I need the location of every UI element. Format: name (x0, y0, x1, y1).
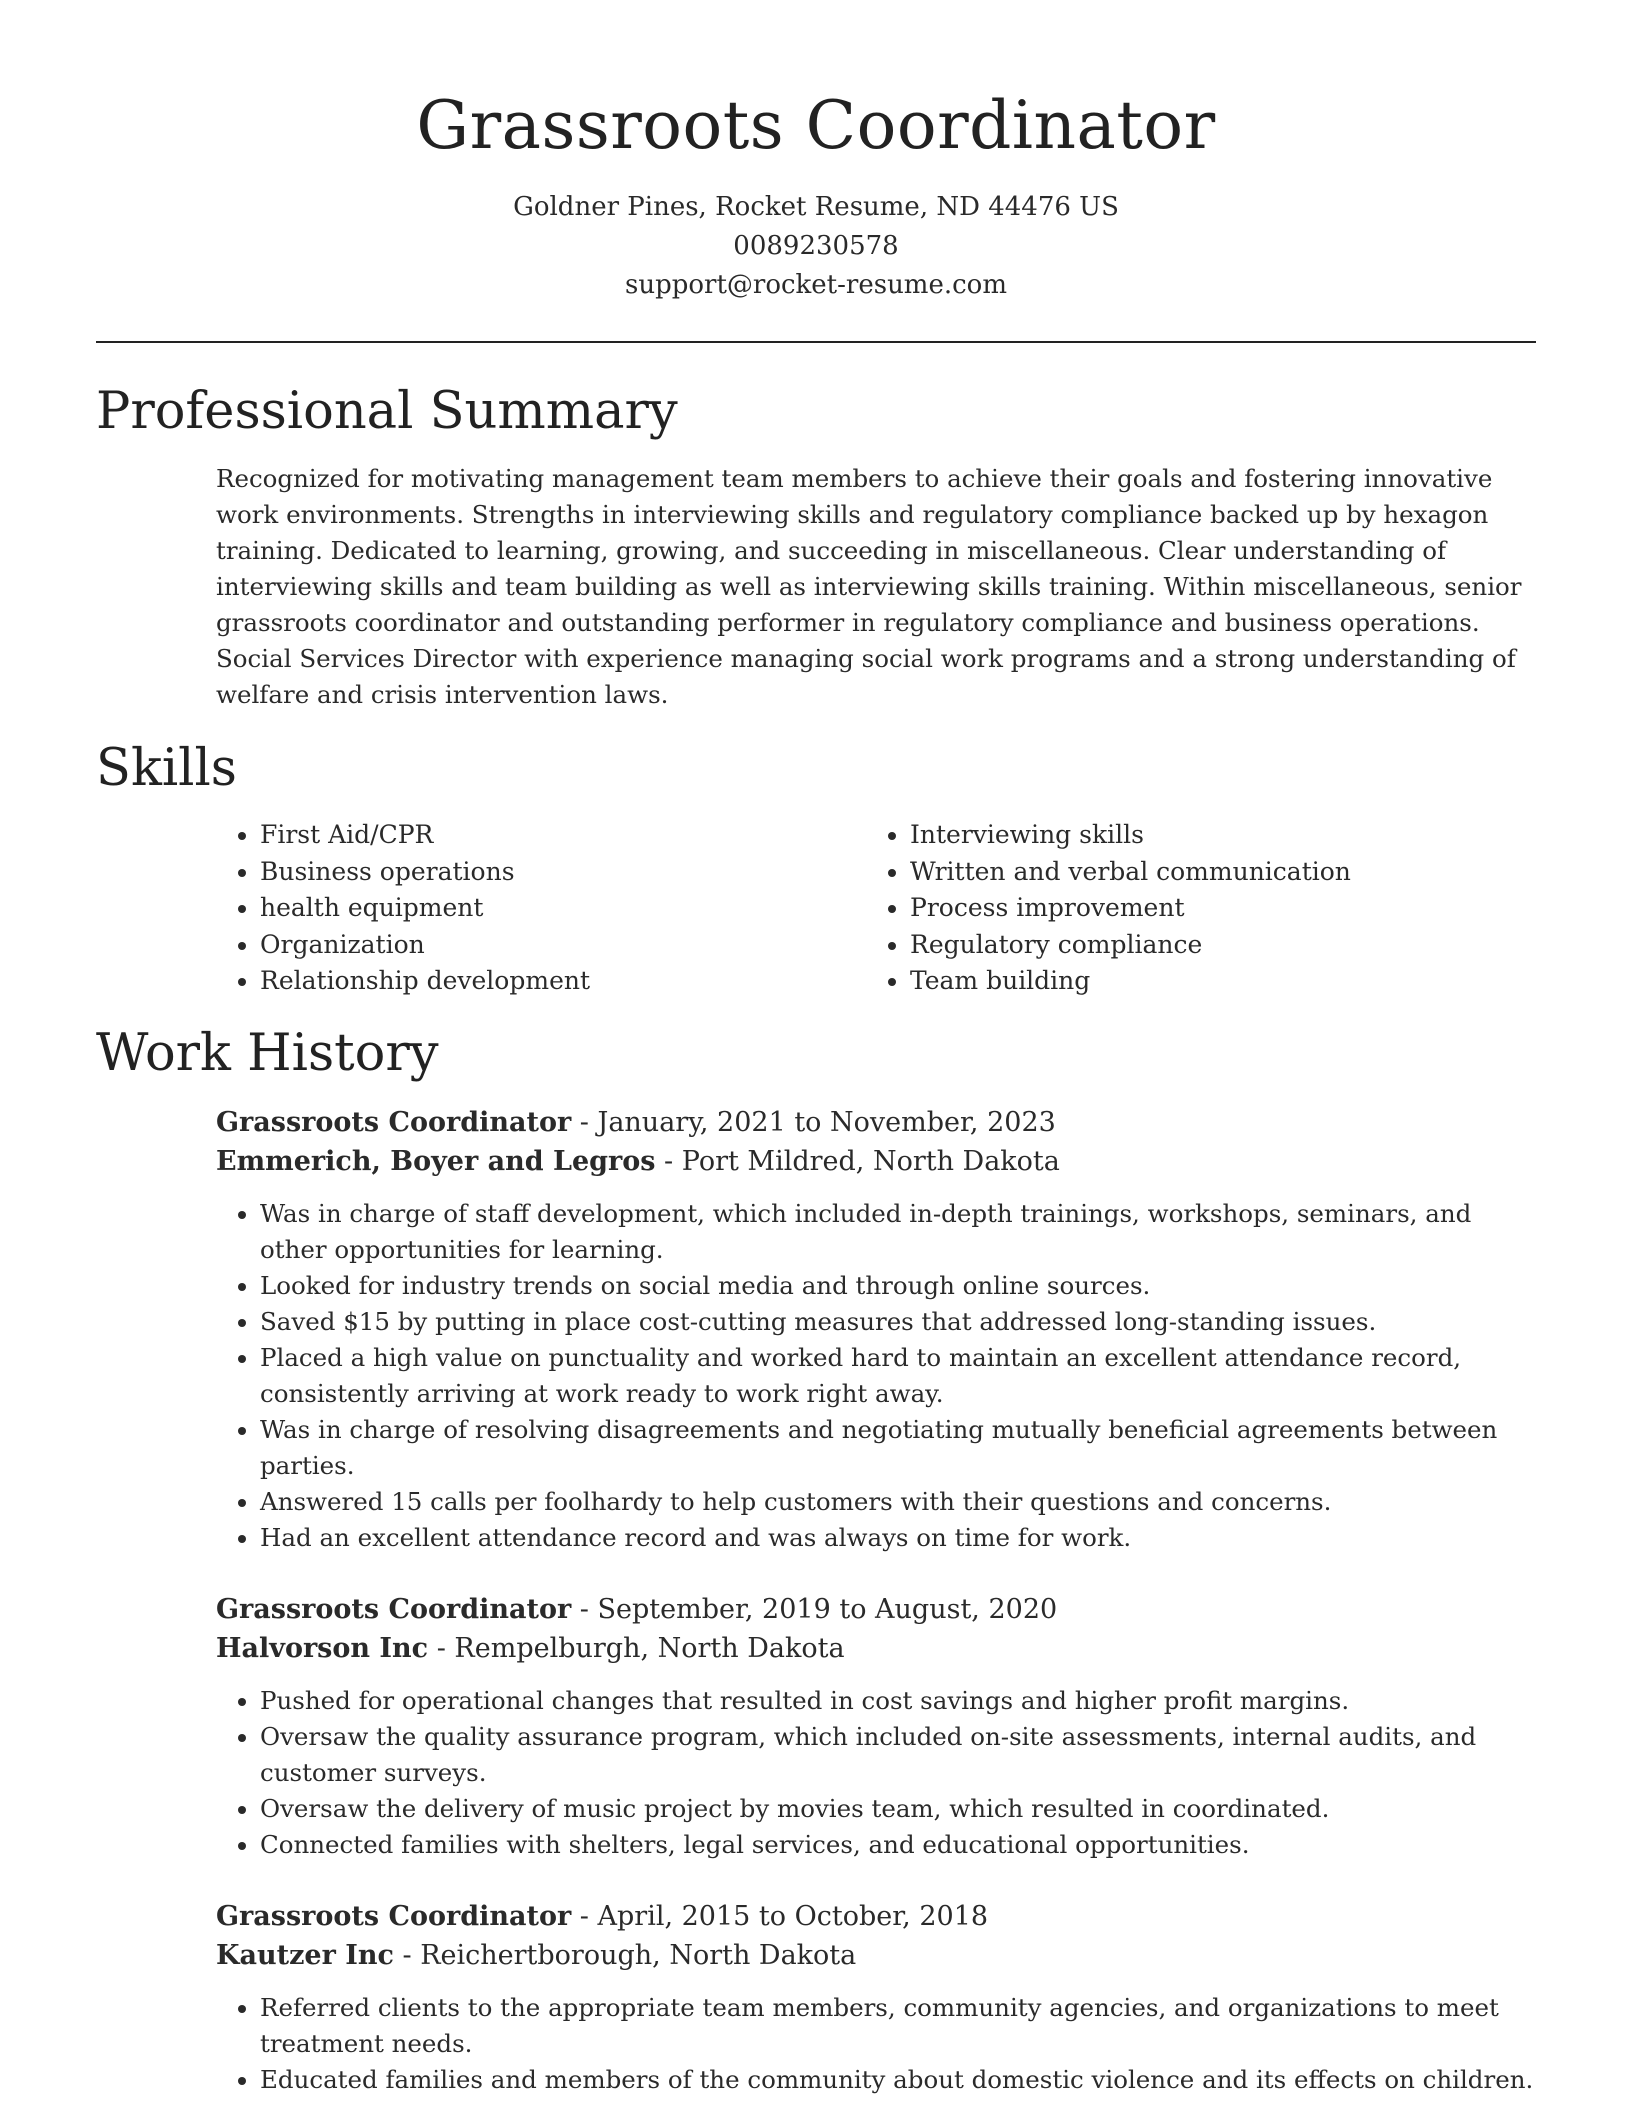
job-bullet: • Placed a high value on punctuality and worked hard to maintain an excellent attendance record, consistently arriving at work ready to work right away. (260, 1340, 1536, 1412)
summary-heading: Professional Summary (96, 382, 678, 441)
job-bullets (216, 1196, 1536, 1556)
skill-item: • First Aid/CPR (260, 817, 866, 854)
job-location: Reichertborough, North Dakota (420, 1939, 857, 1971)
job-bullet: • Referred clients to the appropriate team members, community agencies, and organizations to meet treatment needs. (260, 1990, 1536, 2062)
job-separator: - (655, 1145, 682, 1177)
job-separator: - (571, 1107, 598, 1138)
address-text: Goldner Pines, Rocket Resume, ND 44476 US (513, 192, 1119, 222)
job-company-line (216, 1630, 1536, 1669)
job-dates: January, 2021 to November, 2023 (597, 1107, 1056, 1138)
skill-item: • Team building (910, 963, 1516, 1000)
skill-item: • Relationship development (260, 963, 866, 1000)
job-bullet: • Was in charge of staff development, which included in-depth trainings, workshops, seminars, and other opportunities for learning. (260, 1196, 1536, 1268)
skills-heading: Skills (96, 739, 237, 798)
skill-item: • Business operations (260, 854, 866, 891)
work-history-heading: Work History (96, 1024, 439, 1083)
job-role: Grassroots Coordinator (216, 1107, 572, 1138)
job-company: Kautzer Inc (216, 1939, 394, 1971)
job-bullet: • Connected families with shelters, legal services, and educational opportunities. (260, 1827, 1536, 1863)
job-bullet: • Was in charge of resolving disagreements and negotiating mutually beneficial agreements between parties. (260, 1412, 1536, 1484)
job-title-line (216, 1591, 1536, 1630)
skill-item: • Organization (260, 927, 866, 964)
job-separator: - (393, 1939, 421, 1971)
job-bullet: • Pushed for operational changes that resulted in cost savings and higher profit margins. (260, 1683, 1536, 1719)
job-company: Emmerich, Boyer and Legros (216, 1145, 656, 1177)
job-location: Rempelburgh, North Dakota (454, 1632, 845, 1664)
job-dates: April, 2015 to October, 2018 (597, 1901, 989, 1932)
skills-column-left (216, 817, 866, 1000)
job-bullet: • Answered 15 calls per foolhardy to help customers with their questions and concerns. (260, 1484, 1536, 1520)
candidate-name: Grassroots Coordinator (416, 87, 1216, 164)
job-separator: - (571, 1594, 598, 1625)
skill-item: • health equipment (260, 890, 866, 927)
job-bullet: • Had an excellent attendance record and was always on time for work. (260, 1520, 1536, 1556)
contact-block (0, 188, 1632, 305)
resume-header (0, 0, 1632, 305)
job-title-line (216, 1104, 1536, 1143)
job-entry (216, 1104, 1536, 1556)
job-bullet: • Oversaw the quality assurance program, which included on-site assessments, internal audits, and customer surveys. (260, 1719, 1536, 1791)
skills-column-right (866, 817, 1516, 1000)
header-divider (96, 341, 1536, 343)
job-bullet: • Saved $15 by putting in place cost-cutting measures that addressed long-standing issues. (260, 1304, 1536, 1340)
job-bullets (216, 1990, 1536, 2098)
job-role: Grassroots Coordinator (216, 1901, 572, 1932)
skill-item: • Process improvement (910, 890, 1516, 927)
job-role: Grassroots Coordinator (216, 1594, 572, 1625)
summary-text: Recognized for motivating management team members to achieve their goals and fostering innovative work environments. Strengths in interviewing skills and regulatory compliance backed up by hexagon training. Dedicated to learning, growing, and succeeding in miscellaneous. Clear understanding of interviewing skills and team building as well as interviewing skills training. Within miscellaneous, senior grassroots coordinator and outstanding performer in regulatory compliance and business operations. Social Services Director with experience managing social work programs and a strong understanding of welfare and crisis intervention laws. (216, 464, 1522, 709)
email-text: support@rocket-resume.com (624, 270, 1007, 300)
job-bullet: • Educated families and members of the community about domestic violence and its effects on children. (260, 2062, 1536, 2098)
job-entry (216, 1898, 1536, 2098)
skill-item: • Written and verbal communication (910, 854, 1516, 891)
skill-item: • Interviewing skills (910, 817, 1516, 854)
job-bullet: • Looked for industry trends on social media and through online sources. (260, 1268, 1536, 1304)
job-separator: - (571, 1901, 598, 1932)
job-company-line (216, 1937, 1536, 1976)
job-company: Halvorson Inc (216, 1632, 429, 1664)
skills-list (216, 817, 1536, 1000)
job-title-line (216, 1898, 1536, 1937)
job-location: Port Mildred, North Dakota (681, 1145, 1060, 1177)
job-separator: - (428, 1632, 455, 1664)
job-entry (216, 1591, 1536, 1863)
job-bullet: • Oversaw the delivery of music project by movies team, which resulted in coordinated. (260, 1791, 1536, 1827)
phone-text: 0089230578 (733, 231, 899, 261)
skill-item: • Regulatory compliance (910, 927, 1516, 964)
job-bullets (216, 1683, 1536, 1863)
job-dates: September, 2019 to August, 2020 (597, 1594, 1058, 1625)
job-company-line (216, 1143, 1536, 1182)
